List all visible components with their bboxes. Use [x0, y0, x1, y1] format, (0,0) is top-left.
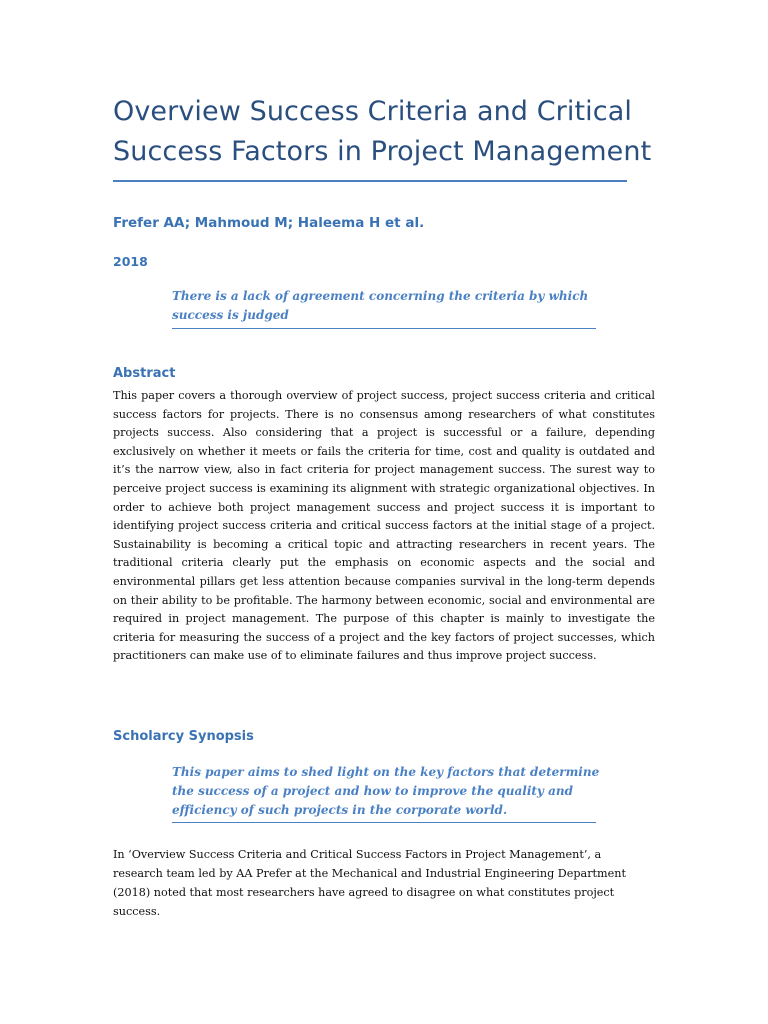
synopsis-text: In ‘Overview Success Criteria and Critical Success Factors in Project Management’, a research team led by AA Prefer at the Mechanical and Industrial Engineering Department (2018) noted that most researchers have agreed to disagree on what constitutes project success. [113, 848, 626, 918]
pull-quote: There is a lack of agreement concerning the criteria by which success is judged [172, 289, 589, 322]
author-list: Frefer AA; Mahmoud M; Haleema H et al. [113, 215, 425, 231]
synopsis-quote-divider [172, 822, 596, 823]
synopsis-pull-quote: This paper aims to shed light on the key factors that determine the success of a project and how to improve the quality and efficiency of such projects in the corporate world. [172, 765, 600, 817]
document-title: Overview Success Criteria and Critical Success Factors in Project Management [113, 96, 652, 167]
synopsis-heading: Scholarcy Synopsis [113, 729, 254, 744]
publication-year: 2018 [113, 254, 148, 269]
pull-quote-divider [172, 328, 596, 329]
title-divider [113, 180, 627, 182]
abstract-heading: Abstract [113, 366, 176, 381]
abstract-text: This paper covers a thorough overview of project success, project success criteria and critical success factors for projects. There is no consensus among researchers of what constitutes projects success. Also considering that a project is successful or a failure, depending exclusively on whether it meets or fails the criteria for time, cost and quality is outdated and it’s the narrow view, also in fact criteria for project management success. The surest way to perceive project success is examining its alignment with strategic organizational objectives. In order to achieve both project management success and project success it is important to identifying project success criteria and critical success factors at the initial stage of a project. Sustainability is becoming a critical topic and attracting researchers in recent years. The traditional criteria clearly put the emphasis on economic aspects and the social and environmental pillars get less attention because companies survival in the long-term depends on their ability to be profitable. The harmony between economic, social and environmental are required in project management. The purpose of this chapter is mainly to investigate the criteria for measuring the success of a project and the key factors of project successes, which practitioners can make use of to eliminate failures and thus improve project success. [113, 389, 655, 663]
